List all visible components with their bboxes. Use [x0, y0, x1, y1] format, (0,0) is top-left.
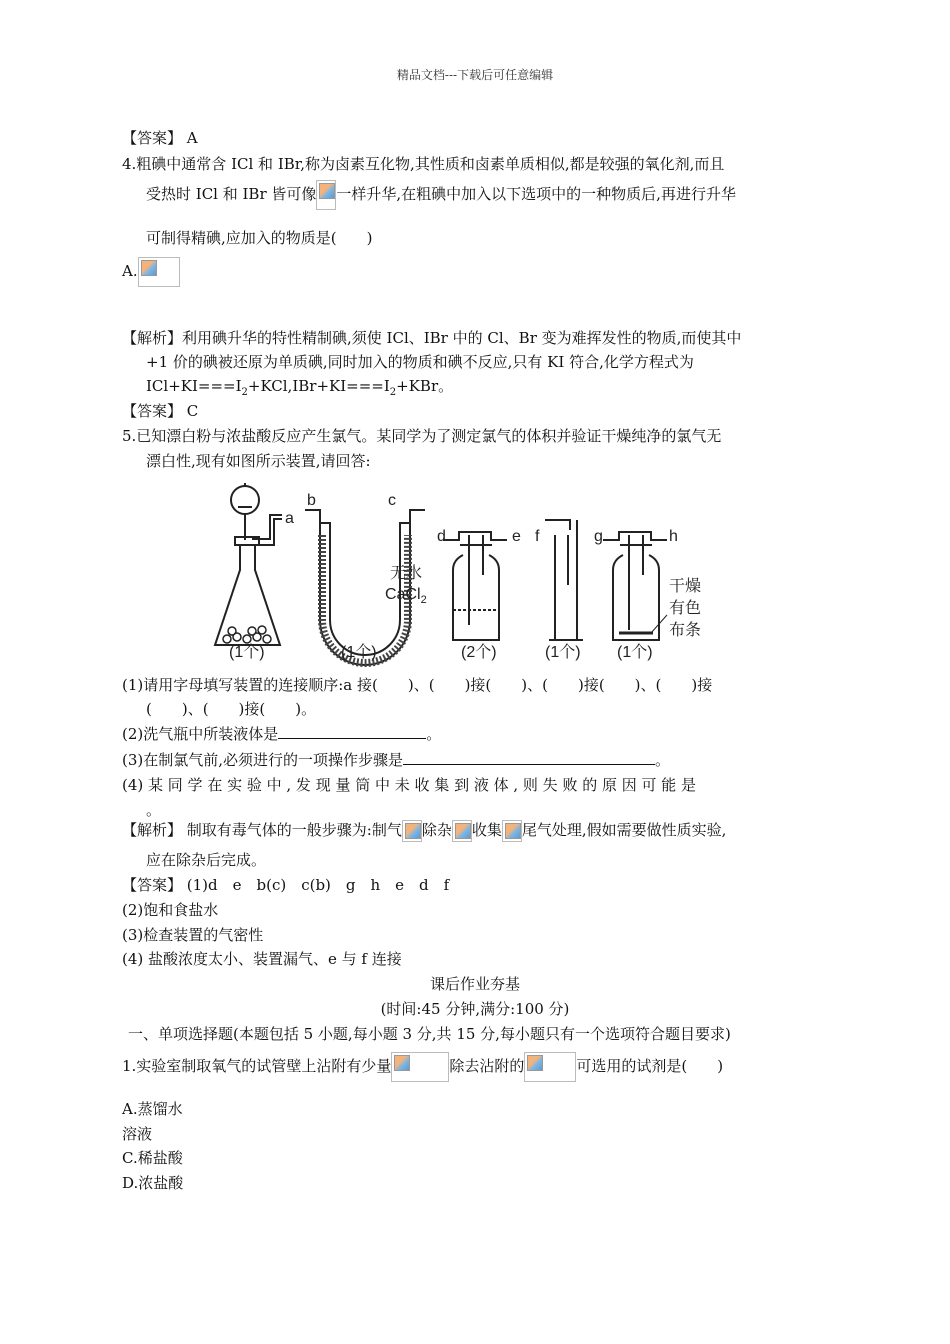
homework-title: 课后作业夯基 [429, 975, 520, 993]
cacl2-label-2: CaCl$_2$ [385, 586, 427, 606]
label-h: h [669, 528, 678, 545]
answer-label: 【答案】 A [122, 129, 198, 147]
label-c: c [388, 492, 396, 509]
homework-question-1: 1.实验室制取氧气的试管壁上沾附有少量 除去沾附的 可选用的试剂是( ) [122, 1052, 723, 1082]
dry-cloth-label-1: 干燥 [669, 578, 702, 595]
answer-blank[interactable] [278, 724, 426, 739]
count-4: (1个) [545, 644, 581, 661]
drying-bottle-apparatus [603, 532, 667, 640]
answer-label: 【答案】 C [122, 402, 199, 420]
arrow-image-icon [452, 820, 472, 842]
wash-bottle-apparatus [443, 532, 507, 640]
answer-blank[interactable] [403, 750, 655, 765]
count-3: (2个) [461, 644, 497, 661]
label-d: d [437, 528, 446, 545]
answer-5-line3: (3)检查装置的气密性 [122, 926, 264, 944]
answer-5-line1: 【答案】 (1)d e b(c) c(b) g h e d f [122, 876, 450, 894]
label-g: g [594, 528, 603, 545]
analysis-4-line2: +1 价的碘被还原为单质碘,同时加入的物质和碘不反应,只有 KI 符合,化学方程式为 [146, 353, 694, 371]
sub-question-1a: (1)请用字母填写装置的连接顺序:a 接( )、( )接( )、( )接( )、( )接 [122, 676, 713, 694]
option-b: 溶液 [122, 1125, 153, 1143]
section-heading: 一、单项选择题(本题包括 5 小题,每小题 3 分,共 15 分,每小题只有一个选项符合题目要求) [128, 1025, 731, 1043]
count-5: (1个) [617, 644, 653, 661]
label-f: f [535, 528, 540, 545]
sub-question-3: (3)在制氯气前,必须进行的一项操作步骤是 。 [122, 751, 671, 769]
cacl2-label-1: 无水 [390, 565, 423, 582]
arrow-image-icon [502, 820, 522, 842]
option-a: A.蒸馏水 [122, 1100, 183, 1118]
option-c: C.稀盐酸 [122, 1149, 183, 1167]
sub-question-2: (2)洗气瓶中所装液体是 。 [122, 725, 442, 743]
graduated-cylinder [545, 520, 583, 640]
dry-cloth-label-2: 有色 [669, 600, 702, 617]
label-a: a [285, 510, 294, 527]
broken-image-icon [316, 180, 336, 210]
question-4-line2: 受热时 ICl 和 IBr 皆可像 一样升华,在粗碘中加入以下选项中的一种物质后,再进行升华 [146, 180, 736, 210]
flask-apparatus [215, 483, 282, 645]
apparatus-figure [205, 475, 710, 670]
homework-time: (时间:45 分钟,满分:100 分) [380, 1000, 570, 1018]
question-5-line1: 5.已知漂白粉与浓盐酸反应产生氯气。某同学为了测定氯气的体积并验证干燥纯净的氯气无 [122, 427, 722, 445]
question-5-line2: 漂白性,现有如图所示装置,请回答: [146, 452, 371, 470]
answer-5-line4: (4) 盐酸浓度太小、装置漏气、e 与 f 连接 [122, 950, 402, 968]
arrow-image-icon [402, 820, 422, 842]
page-header: 精品文档---下载后可任意编辑 [396, 68, 554, 82]
count-2: (1个) [341, 644, 377, 661]
analysis-4-equation: $ICl+KI===I_2+KCl,IBr+KI===I_2+KBr$。 [146, 377, 454, 398]
broken-image-icon [391, 1052, 449, 1082]
dry-cloth-label-3: 布条 [669, 622, 702, 639]
count-1: (1个) [229, 644, 265, 661]
label-e: e [512, 528, 521, 545]
broken-image-icon [524, 1052, 576, 1082]
analysis-4-line1: 【解析】利用碘升华的特性精制碘,须使 ICl、IBr 中的 Cl、Br 变为难挥发性的物质,而使其中 [122, 329, 742, 347]
sub-question-1b: ( )、( )接( )。 [146, 700, 317, 718]
sub-question-4: (4) 某 同 学 在 实 验 中 , 发 现 量 筒 中 未 收 集 到 液 体 , 则 失 败 的 原 因 可 能 是 [122, 776, 697, 794]
broken-image-icon [138, 257, 180, 287]
question-4-option-a: A. [122, 257, 180, 287]
option-d: D.浓盐酸 [122, 1174, 184, 1192]
sub-question-4-end: 。 [146, 801, 162, 819]
analysis-5-line1: 【解析】 制取有毒气体的一般步骤为:制气 除杂 收集 尾气处理,假如需要做性质实验, [122, 820, 726, 842]
label-b: b [307, 492, 316, 509]
answer-5-line2: (2)饱和食盐水 [122, 901, 219, 919]
analysis-5-line2: 应在除杂后完成。 [146, 851, 267, 869]
question-4-line3: 可制得精碘,应加入的物质是( ) [146, 229, 373, 247]
question-4-line1: 4.粗碘中通常含 ICl 和 IBr,称为卤素互化物,其性质和卤素单质相似,都是较强的氧化剂,而且 [122, 155, 725, 173]
zinc-beads [223, 626, 271, 643]
